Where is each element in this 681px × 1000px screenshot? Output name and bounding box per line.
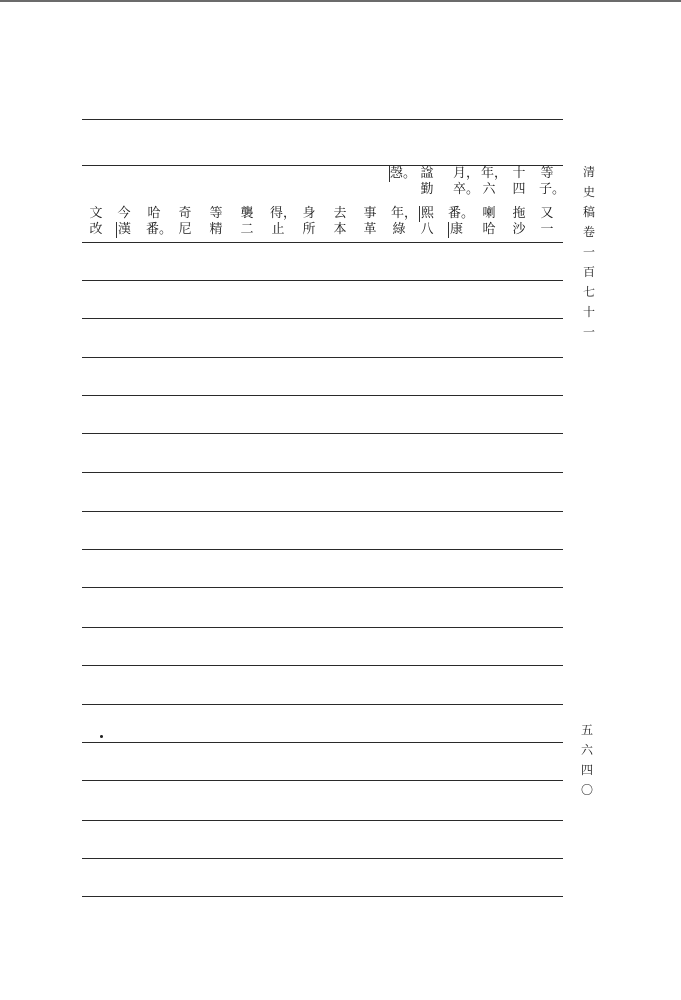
table-rule-20 bbox=[82, 896, 563, 897]
table-rule-1 bbox=[82, 119, 563, 120]
table-rule-16 bbox=[82, 742, 563, 743]
row1-col-2: 十 四 bbox=[512, 166, 526, 197]
row2-col-2: 拖 沙 bbox=[512, 206, 526, 237]
row2-col-13: 奇 尼 bbox=[178, 206, 192, 237]
ink-speck bbox=[100, 735, 103, 738]
row2-col-9: 身 所 bbox=[302, 206, 316, 237]
row2-col-3: 喇 哈 bbox=[482, 206, 496, 237]
table-rule-18 bbox=[82, 820, 563, 821]
table-rule-19 bbox=[82, 858, 563, 859]
row2-col-8: 去 本 bbox=[333, 206, 347, 237]
row2-col-11: 襲 二 bbox=[240, 206, 254, 237]
table-rule-13 bbox=[82, 627, 563, 628]
row2-col-4: 番。 康 bbox=[448, 206, 475, 237]
running-header: 清 史 稿 卷 一 百 七 十 一 bbox=[582, 165, 595, 339]
row2-col-5: 熙 八 bbox=[420, 206, 434, 237]
row2-col-10: 得， 止 bbox=[270, 206, 297, 237]
row1-col-3: 年， 六 bbox=[481, 166, 508, 197]
table-rule-15 bbox=[82, 704, 563, 705]
table-rule-17 bbox=[82, 780, 563, 781]
table-rule-14 bbox=[82, 665, 563, 666]
table-rule-12 bbox=[82, 587, 563, 588]
row2-col-14: 哈 番。 bbox=[146, 206, 173, 237]
table-rule-7 bbox=[82, 395, 563, 396]
row2-col-6: 年， 綠 bbox=[391, 206, 418, 237]
table-rule-9 bbox=[82, 472, 563, 473]
row2-col-1: 又 一 bbox=[540, 206, 554, 237]
row2-col-15: 今 漢 bbox=[117, 206, 131, 237]
table-rule-3 bbox=[82, 242, 563, 243]
row1-col-4: 月， 卒。 bbox=[453, 166, 480, 197]
table-rule-10 bbox=[82, 511, 563, 512]
page-top-edge bbox=[0, 0, 681, 2]
table-rule-6 bbox=[82, 357, 563, 358]
row1-col-6: 愨。 bbox=[390, 166, 417, 181]
row2-col-7: 事 革 bbox=[363, 206, 377, 237]
table-rule-5 bbox=[82, 318, 563, 319]
table-rule-11 bbox=[82, 549, 563, 550]
table-rule-8 bbox=[82, 433, 563, 434]
row2-col-12: 等 精 bbox=[209, 206, 223, 237]
table-rule-4 bbox=[82, 280, 563, 281]
row1-col-1: 等 子。 bbox=[539, 166, 566, 197]
row2-col-16: 文 改 bbox=[89, 206, 103, 237]
row1-col-5: 諡 勤 bbox=[420, 166, 434, 197]
page-number: 五 六 四 〇 bbox=[580, 723, 593, 797]
